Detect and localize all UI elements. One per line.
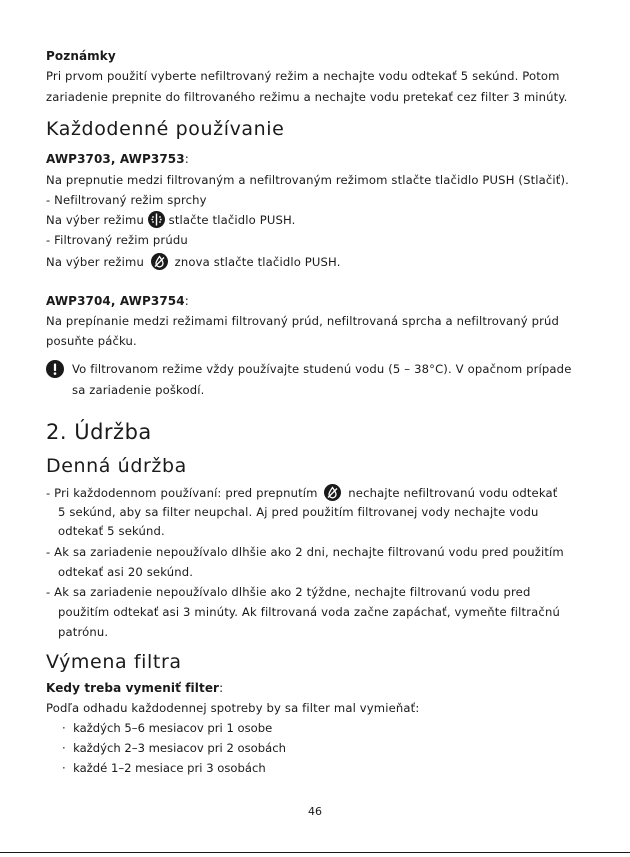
model-a-item-2-detail: Na výber režimu znova stlačte tlačidlo PUSH.: [46, 255, 341, 269]
daily-maintenance-bullet-1-line-3: odtekať 5 sekúnd.: [58, 524, 165, 538]
model-a-heading: AWP3703, AWP3753:: [46, 152, 189, 166]
model-b-line-2: posuňte páčku.: [46, 334, 137, 348]
daily-maintenance-bullet-1-line-2: 5 sekúnd, aby sa filter neupchal. Aj pred použitím filtrovanej vody nechajte vodu: [58, 505, 539, 519]
daily-use-title: Každodenné používanie: [46, 118, 285, 140]
daily-maintenance-bullet-2-line-2: odtekať asi 20 sekúnd.: [58, 565, 194, 579]
list-item: · každých 5–6 mesiacov pri 1 osobe: [62, 721, 273, 735]
daily-maintenance-bullet-3-line-2: použitím odtekať asi 3 minúty. Ak filtrovaná voda začne zapáchať, vymeňte filtračnú: [58, 605, 560, 619]
warning-line-1: Vo filtrovanom režime vždy používajte studenú vodu (5 – 38°C). V opačnom prípade: [72, 362, 572, 376]
model-a-item-1: - Nefiltrovaný režim sprchy: [46, 193, 207, 207]
shower-mode-icon: [148, 211, 165, 228]
footer-divider: [0, 852, 630, 853]
daily-maintenance-bullet-3-line-3: patrónu.: [58, 625, 109, 639]
model-a-item-1-detail: Na výber režimu stlačte tlačidlo PUSH.: [46, 213, 296, 227]
list-item: · každých 2–3 mesiacov pri 2 osobách: [62, 741, 286, 755]
filter-intro: Podľa odhadu každodennej spotreby by sa filter mal vymieňať:: [46, 701, 420, 715]
filter-replacement-title: Výmena filtra: [46, 651, 182, 673]
notes-line-1: Pri prvom použití vyberte nefiltrovaný režim a nechajte vodu odtekať 5 sekúnd. Potom: [46, 69, 560, 83]
model-a-item-2: - Filtrovaný režim prúdu: [46, 233, 188, 247]
maintenance-title: 2. Údržba: [46, 420, 152, 444]
filter-when-heading: Kedy treba vymeniť filter:: [46, 681, 224, 695]
list-item: · každé 1–2 mesiace pri 3 osobách: [62, 761, 266, 775]
model-b-heading: AWP3704, AWP3754:: [46, 294, 189, 308]
stream-mode-icon: [151, 253, 168, 270]
notes-heading: Poznámky: [46, 49, 116, 63]
daily-maintenance-title: Denná údržba: [46, 455, 187, 477]
model-b-line-1: Na prepínanie medzi režimami filtrovaný prúd, nefiltrovaná sprcha a nefiltrovaný prúd: [46, 314, 560, 328]
warning-icon: [46, 360, 64, 378]
model-a-line-1: Na prepnutie medzi filtrovaným a nefiltrovaným režimom stlačte tlačidlo PUSH (Stlačiť).: [46, 173, 569, 187]
warning-line-2: sa zariadenie poškodí.: [72, 383, 205, 397]
daily-maintenance-bullet-2-line-1: - Ak sa zariadenie nepoužívalo dlhšie ako 2 dni, nechajte filtrovanú vodu pred použitím: [46, 545, 564, 559]
daily-maintenance-bullet-3-line-1: - Ak sa zariadenie nepoužívalo dlhšie ako 2 týždne, nechajte filtrovanú vodu pred: [46, 585, 531, 599]
notes-line-2: zariadenie prepnite do filtrovaného režimu a nechajte vodu pretekať cez filter 3 minúty.: [46, 90, 568, 104]
page-number: 46: [308, 805, 322, 818]
stream-mode-icon: [324, 484, 341, 501]
daily-maintenance-bullet-1-line-1: - Pri každodennom používaní: pred prepnutím nechajte nefiltrovanú vodu odtekať: [46, 486, 558, 500]
